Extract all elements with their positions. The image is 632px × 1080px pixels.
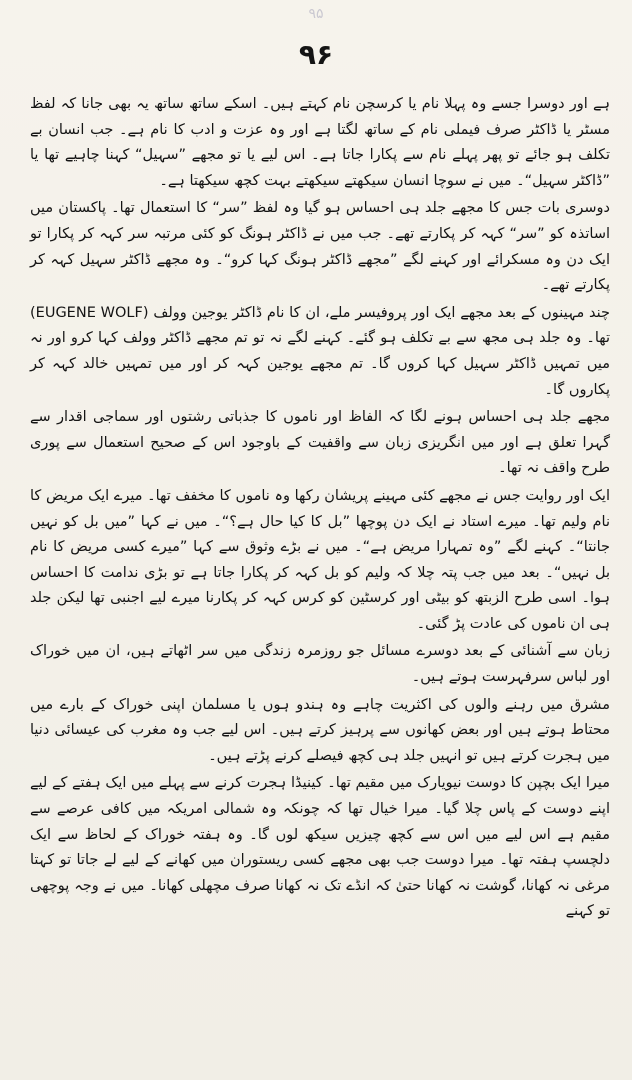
paragraph-7: مشرق میں رہنے والوں کی اکثریت چاہے وہ ہندو ہوں یا مسلمان اپنی خوراک کے بارے میں محتاط ہوتے ہیں اور بعض کھانوں سے پرہیز کرتے ہیں۔ اس لیے جب وہ مغرب کی عیسائی دنیا میں ہجرت کرتے ہیں تو انہیں جلد ہی کچھ فیصلے کرنے پڑتے ہیں۔	[30, 696, 610, 764]
paragraph-3: چند مہینوں کے بعد مجھے ایک اور پروفیسر ملے، ان کا نام ڈاکٹر یوجین وولف (EUGENE WOLF) تھا۔ وہ جلد ہی مجھ سے بے تکلف ہو گئے۔ کہنے لگے نہ تو تم مجھے ڈاکٹر وولف کہا کرو اور نہ میں تمہیں ڈاکٹر سہیل کہا کروں گا۔ تم مجھے یوجین کہہ کر اور میں تمہیں خالد کہہ کر پکاروں گا۔	[30, 304, 610, 398]
paragraph-4: مجھے جلد ہی احساس ہونے لگا کہ الفاظ اور ناموں کا جذباتی رشتوں اور سماجی اقدار سے گہرا تعلق ہے اور میں انگریزی زبان سے واقفیت کے باوجود اس کے صحیح استعمال سے پوری طرح واقف نہ تھا۔	[30, 409, 610, 477]
paragraph-5: ایک اور روایت جس نے مجھے کئی مہینے پریشان رکھا وہ ناموں کا مخفف تھا۔ میرے ایک مریض کا نام ولیم تھا۔ میرے استاد نے ایک دن پوچھا ”بل کا کیا حال ہے؟“۔ میں نے کہا ”میں بل کو نہیں جانتا“۔ کہنے لگے ”وہ تمہارا مریض ہے“۔ میں نے بڑے وثوق سے کہا ”میرے کسی مریض کا نام بل نہیں“۔ بعد میں جب پتہ چلا کہ ولیم کو بل کہہ کر پکارا جاتا ہے تو بڑی ندامت کا احساس ہوا۔ اسی طرح الزبتھ کو بیٹی اور کرسٹین کو کرس کہہ کر پکارنا میرے لیے اجنبی تھا لیکن جلد ہی ان ناموں کی عادت پڑ گئی۔	[30, 487, 610, 632]
paragraph-8: میرا ایک بچپن کا دوست نیویارک میں مقیم تھا۔ کینیڈا ہجرت کرنے سے پہلے میں ایک ہفتے کے لیے اپنے دوست کے پاس چلا گیا۔ میرا خیال تھا کہ چونکہ وہ شمالی امریکہ میں کافی عرصے سے مقیم ہے اس لیے میں اس سے کچھ چیزیں سیکھ لوں گا۔ وہ ہفتہ خوراک کے لحاظ سے ایک دلچسپ ہفتہ تھا۔ میرا دوست جب بھی مجھے کسی ریستوران میں کھانے کے لیے لے جاتا تو کہتا مرغی نہ کھانا، گوشت نہ کھانا حتیٰ کہ انڈے تک نہ کھانا صرف مچھلی کھانا۔ میں نے وجہ پوچھی تو کہنے	[30, 775, 610, 920]
paragraph-1: ہے اور دوسرا جسے وہ پہلا نام یا کرسچن نام کہتے ہیں۔ اسکے ساتھ ساتھ یہ بھی جانا کہ لفظ مسٹر یا ڈاکٹر صرف فیملی نام کے ساتھ لگتا ہے اور وہ عزت و ادب کا نام ہے۔ جب انسان بے تکلف ہو جائے تو پھر پہلے نام سے پکارا جاتا ہے۔ اس لیے یا تو مجھے ”سہیل“ کہنا چاہیے تھا یا ”ڈاکٹر سہیل“۔ میں نے سوچا انسان سیکھتے سیکھتے بہت کچھ سیکھتا ہے۔	[30, 96, 610, 189]
page-number: ۹۶	[298, 38, 334, 71]
bleed-through-page-number: ۹۵	[308, 6, 324, 22]
paragraph-6: زبان سے آشنائی کے بعد دوسرے مسائل جو روزمرہ زندگی میں سر اٹھاتے ہیں، ان میں خوراک اور لباس سرفہرست ہوتے ہیں۔	[30, 643, 610, 686]
paragraph-2: دوسری بات جس کا مجھے جلد ہی احساس ہو گیا وہ لفظ ”سر“ کا استعمال تھا۔ پاکستان میں اساتذہ کو ”سر“ کہہ کر پکارتے تھے۔ جب میں نے ڈاکٹر ہونگ کو کئی مرتبہ سر کہہ کر پکارا تو ایک دن وہ مسکرائے اور کہنے لگے ”مجھے ڈاکٹر ہونگ کہا کرو“۔ وہ مجھے ڈاکٹر سہیل کہہ کر پکارتے تھے۔	[30, 200, 610, 294]
page-body	[30, 92, 610, 927]
